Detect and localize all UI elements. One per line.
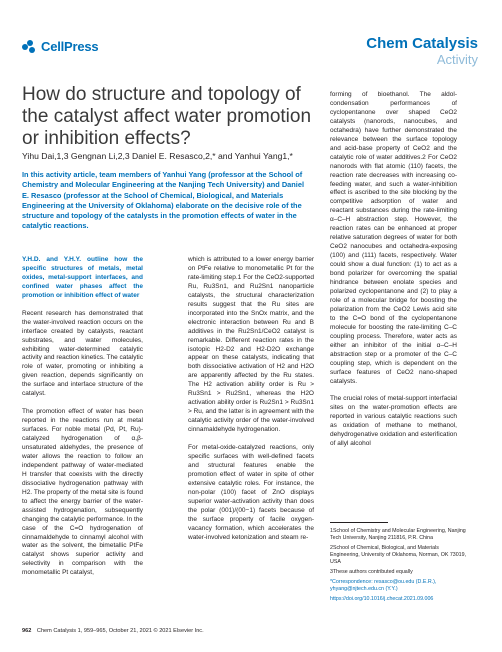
publisher-name: CellPress xyxy=(41,39,99,54)
article-abstract: In this activity article, team members of Yanhui Yang (professor at the School of Chemistry and Molecular Engineering at the Nanjing Tech University) and Daniel E. Resasco (professor at the School of Chemical, Biological, and Materials Engineering at the University of Oklahoma) elaborate on the decisive role of the structure and topology of the catalysts in the promotion effects of water in the catalytic reactions. xyxy=(22,170,304,231)
article-section: Activity xyxy=(436,52,478,67)
footnote-divider xyxy=(330,522,388,523)
paragraph: The crucial roles of metal-support interfacial sites on the water-promotion effects are reported in various catalytic reactions such as oxidation of methane to methanol, dehydrogenative oxidation and esterification of allyl alcohol xyxy=(330,395,457,448)
page-number: 962 xyxy=(22,628,32,634)
author-list: Yihu Dai,1,3 Gengnan Li,2,3 Daniel E. Resasco,2,* and Yanhui Yang1,* xyxy=(22,151,293,161)
doi-link[interactable]: https://doi.org/10.1016/j.checat.2021.09.006 xyxy=(330,596,434,602)
publisher-logo xyxy=(22,39,98,54)
page-footer xyxy=(22,628,204,634)
body-column-3 xyxy=(330,91,457,458)
journal-header xyxy=(366,36,478,68)
paragraph: Recent research has demonstrated that the water-involved reaction occurs on the interface created by catalysts, reactant substrates, and water molecules, exhibiting water-determined catalytic activity and reaction kinetics. The catalytic role of water, promoting or inhibiting a given reaction, depends significantly on the surface and interface structure of the catalyst. xyxy=(22,309,143,398)
affiliation-1: 1School of Chemistry and Molecular Engineering, Nanjing Tech University, Nanjing 211816, P.R. China xyxy=(330,528,466,541)
article-title: How do structure and topology of the catalyst affect water promotion or inhibition effects? xyxy=(22,84,312,149)
paragraph: forming of bioethanol. The aldol-condensation performances of cyclopentanone over shaped CeO2 catalysts (nanorods, nanocubes, and octahedra) have further demonstrated the relevance between the surface topology and acid-base property of CeO2 and the catalytic role of water additives.2 For CeO2 nanorods with flat atomic (110) facets, the reaction rate decreases with increasing co-feeding water, and such a water-inhibition effect is ascribed to the site blocking by the competitive adsorption of water and reactant substances during the rate-limiting α–C–H abstraction step. However, the reaction rates can be enhanced at proper relative saturation degrees of water for both CeO2 nanocubes and octahedra-exposing (100) and (111) facets, respectively. Water could show a dual function: (1) to act as a bond polarizer for overcoming the spatial hindrance between enolate species and polarized cyclopentanone and (2) to play a role of a molecular bridge for boosting the polarization from the CeO2 Lewis acid site to the C=O bond of the cyclopentanone molecule for boosting the rate-limiting C–C coupling process. Therefore, water acts as either an inhibitor of the initial α–C–H abstraction step or a promoter of the C–C coupling step, which is dependent on the surface features of CeO2 nano-shaped catalysts. xyxy=(330,91,457,385)
body-column-2 xyxy=(188,256,314,551)
affiliation-2: 2School of Chemical, Biological, and Materials Engineering, University of Oklahoma, Norman, OK 73019, USA xyxy=(330,545,467,565)
body-column-1 xyxy=(22,256,143,587)
correspondence-emails[interactable]: *Correspondence: resasco@ou.edu (D.E.R.), yhyang@njtech.edu.cn (Y.Y.) xyxy=(330,579,437,592)
paragraph: The promotion effect of water has been reported in the reactions run at metal surfaces. For noble metal (Pd, Pt, Ru)-catalyzed hydrogenation of α,β-unsaturated aldehydes, the presence of water allows the reaction to follow an independent pathway of water-mediated H transfer that coexists with the directly dissociative hydrogenation pathway with H2. The property of the metal site is found to affect the energy barrier of the water-assisted hydrogenation, subsequently changing the catalytic performance. In the case of the C=O hydrogenation of cinnamaldehyde to cinnamyl alcohol with water as the solvent, the bimetallic PtFe catalyst shows superior activity and selectivity in comparison with the monometallic Pt catalyst, xyxy=(22,408,143,577)
paragraph: which is attributed to a lower energy barrier on PtFe relative to monometallic Pt for the rate-limiting step.1 For the CeO2-supported Ru, Ru3Sn1, and Ru2Sn1 nanoparticle catalysts, the structural characterization results suggest that the Ru sites are incorporated into the SnOx matrix, and the electronic interaction between Ru and B additives in the Ru2Sn1/CeO2 catalyst is remarkable. Different reaction rates in the isotopic H2-D2 and H2-D2O exchange appear on these catalysts, indicating that both dissociative activation of H2 and H2O are apparently affected by the Ru states. The H2 activation ability order is Ru > Ru3Sn1 > Ru2Sn1, whereas the H2O activation ability order is Ru2Sn1 > Ru3Sn1 > Ru, and the latter is in agreement with the catalytic activity order of the water-involved cinnamaldehyde hydrogenation. xyxy=(188,256,314,434)
section-lead: Y.H.D. and Y.H.Y. outline how the specific structures of metals, metal oxides, metal-support interfaces, and confined water phases affect the promotion or inhibition effect of water xyxy=(22,256,143,299)
footnotes xyxy=(330,528,470,606)
equal-contribution-note: 3These authors contributed equally xyxy=(330,569,413,575)
journal-name: Chem Catalysis xyxy=(366,35,478,52)
cellpress-logo-icon xyxy=(22,40,36,54)
paragraph: For metal-oxide-catalyzed reactions, only specific surfaces with well-defined facets and structural features enable the promotion effect of water in spite of other extensive catalytic roles. For instance, the non-polar (100) facet of ZnO displays superior water-activation activity than does the polar (001)/(00−1) facets because of the surface property of facile oxygen-vacancy formation, which accelerates the water-involved ketonization and steam re- xyxy=(188,444,314,541)
citation: Chem Catalysis 1, 959–965, October 21, 2021 © 2021 Elsevier Inc. xyxy=(36,628,204,634)
